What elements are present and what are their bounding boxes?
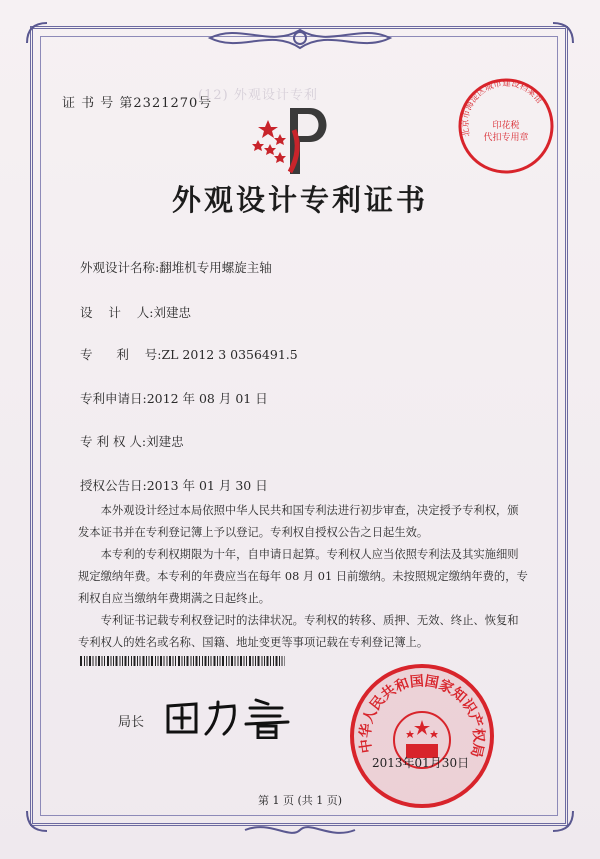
field-value: ZL 2012 3 0356491.5: [161, 347, 298, 362]
barcode-bar: [113, 656, 114, 666]
barcode-bar: [258, 656, 260, 666]
barcode-bar: [104, 656, 105, 666]
corner-ornament-icon: [22, 18, 52, 48]
barcode: [80, 656, 285, 666]
field-value: 2013 年 01 月 30 日: [146, 478, 268, 493]
barcode-bar: [208, 656, 209, 666]
field-value: 刘建忠: [146, 434, 184, 449]
field-label: 专 利 权 人:: [80, 434, 147, 449]
top-ornament-icon: [200, 18, 400, 58]
barcode-bar: [238, 656, 239, 666]
barcode-bar: [267, 656, 269, 666]
barcode-bar: [155, 656, 156, 666]
certificate-title: 外观设计专利证书: [171, 183, 428, 217]
barcode-bar: [253, 656, 254, 666]
corner-ornament-icon: [548, 806, 578, 836]
tax-stamp-seal-icon: [456, 76, 556, 176]
body-paragraph: 本外观设计经过本局依照中华人民共和国专利法进行初步审查，决定授予专利权，颁发本证书并在专利登记簿上予以登记。专利权自授权公告之日起生效。: [78, 504, 519, 539]
small-seal-arc-text: 北京市海淀区城市建设档案馆: [460, 78, 545, 138]
barcode-bar: [217, 656, 218, 666]
barcode-bar: [282, 656, 283, 666]
barcode-bar: [111, 656, 112, 666]
seal-date: 2013年01月30日: [372, 756, 470, 770]
barcode-bar: [279, 656, 280, 666]
field-label: 专利申请日:: [80, 391, 147, 406]
barcode-bar: [276, 656, 278, 666]
barcode-bar: [120, 656, 121, 666]
barcode-bar: [226, 656, 227, 666]
field-label: 设 计 人:: [80, 305, 154, 320]
body-paragraph: 本专利的专利权期限为十年，自申请日起算。专利权人应当依照专利法及其实施细则规定缴纳年费。本专利的年费应当在每年 08 月 01 日前缴纳。未按照规定缴纳年费的，专利权自应当缴纳年费期满之日起终止。: [78, 548, 528, 605]
barcode-bar: [98, 656, 100, 666]
watermark: (12) 外观设计专利: [198, 88, 318, 103]
barcode-bar: [262, 656, 263, 666]
barcode-bar: [107, 656, 109, 666]
corner-ornament-icon: [22, 806, 52, 836]
barcode-bar: [184, 656, 185, 666]
barcode-bar: [182, 656, 183, 666]
barcode-bar: [149, 656, 150, 666]
field-value: 2012 年 08 月 01 日: [146, 391, 268, 406]
barcode-bar: [96, 656, 97, 666]
barcode-bar: [205, 656, 207, 666]
barcode-bar: [84, 656, 85, 666]
barcode-bar: [285, 656, 286, 666]
barcode-bar: [273, 656, 274, 666]
barcode-bar: [264, 656, 265, 666]
barcode-bar: [173, 656, 174, 666]
barcode-bar: [229, 656, 230, 666]
field-label: 专 利 号:: [80, 347, 162, 362]
barcode-bar: [125, 656, 127, 666]
barcode-bar: [89, 656, 91, 666]
barcode-bar: [158, 656, 159, 666]
barcode-bar: [231, 656, 233, 666]
field-designer: [80, 303, 191, 321]
barcode-bar: [255, 656, 256, 666]
barcode-bar: [187, 656, 189, 666]
corner-ornament-icon: [548, 18, 578, 48]
field-patent-number: [80, 345, 298, 363]
barcode-bar: [128, 656, 129, 666]
barcode-bar: [240, 656, 242, 666]
barcode-bar: [191, 656, 192, 666]
field-value: 刘建忠: [153, 305, 192, 320]
barcode-bar: [222, 656, 224, 666]
field-label: 外观设计名称:: [80, 260, 160, 275]
barcode-bar: [167, 656, 168, 666]
barcode-bar: [87, 656, 88, 666]
bottom-ornament-icon: [240, 820, 360, 840]
barcode-bar: [175, 656, 176, 666]
barcode-bar: [246, 656, 247, 666]
field-grant-date: [80, 476, 268, 494]
barcode-bar: [80, 656, 82, 666]
field-design-name: [80, 258, 272, 276]
barcode-bar: [143, 656, 145, 666]
barcode-bar: [160, 656, 162, 666]
barcode-bar: [140, 656, 141, 666]
barcode-bar: [164, 656, 165, 666]
barcode-bar: [122, 656, 123, 666]
director-label: 局长: [118, 715, 145, 730]
official-seal-icon: [348, 662, 496, 810]
barcode-bar: [151, 656, 153, 666]
field-value: 翻堆机专用螺旋主轴: [159, 260, 272, 275]
barcode-bar: [214, 656, 216, 666]
barcode-bar: [134, 656, 136, 666]
field-application-date: [80, 389, 268, 407]
field-patentee: [80, 432, 184, 450]
sipo-logo-icon: [250, 100, 340, 180]
barcode-bar: [249, 656, 251, 666]
certificate-body: [78, 500, 528, 654]
barcode-bar: [131, 656, 132, 666]
director-signature: [160, 694, 310, 739]
barcode-bar: [146, 656, 147, 666]
barcode-bar: [178, 656, 180, 666]
body-paragraph: 专利证书记载专利权登记时的法律状况。专利权的转移、质押、无效、终止、恢复和专利权人的姓名或名称、国籍、地址变更等事项记载在专利登记簿上。: [78, 614, 519, 649]
barcode-bar: [199, 656, 200, 666]
barcode-bar: [244, 656, 245, 666]
certificate-number: 证 书 号 第2321270号: [62, 96, 213, 111]
svg-text:印花税: 印花税: [492, 121, 520, 131]
barcode-bar: [196, 656, 198, 666]
barcode-bar: [116, 656, 118, 666]
barcode-bar: [169, 656, 171, 666]
page-footer: 第 1 页 (共 1 页): [257, 794, 343, 807]
barcode-bar: [137, 656, 138, 666]
barcode-bar: [235, 656, 236, 666]
barcode-bar: [202, 656, 203, 666]
seal-arc-text: 中华人民共和国国家知识产权局: [357, 673, 487, 759]
barcode-bar: [93, 656, 94, 666]
svg-text:代扣专用章: 代扣专用章: [483, 133, 529, 143]
field-label: 授权公告日:: [80, 478, 147, 493]
barcode-bar: [211, 656, 212, 666]
barcode-bar: [193, 656, 194, 666]
barcode-bar: [102, 656, 103, 666]
barcode-bar: [270, 656, 271, 666]
barcode-bar: [220, 656, 221, 666]
